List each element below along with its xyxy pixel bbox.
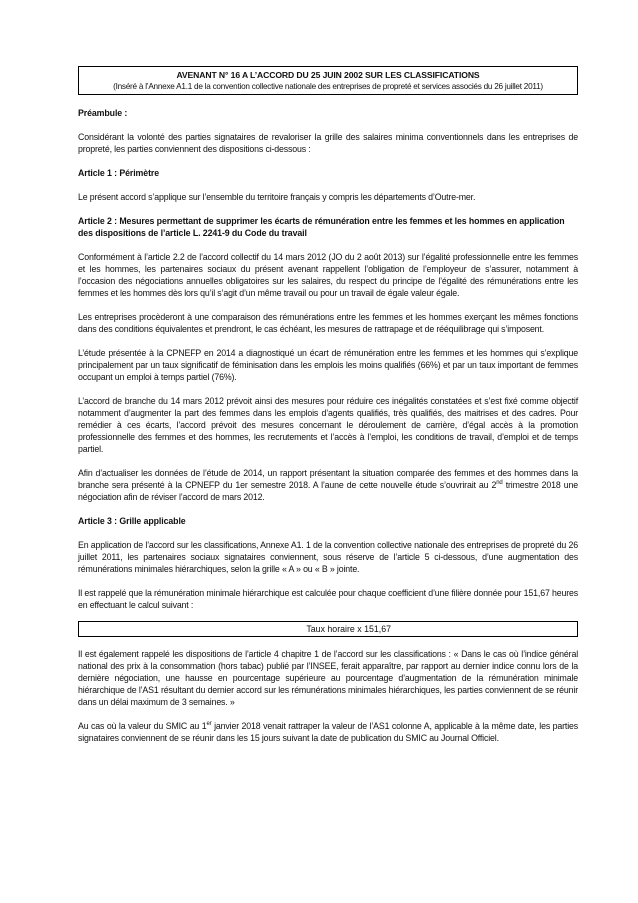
article2-heading: Article 2 : Mesures permettant de supprimer les écarts de rémunération entre les femmes et les hommes en application des dispositions de l’article L. 2241-9 du Code du travail — [78, 216, 565, 238]
article2-paragraph-1: Conformément à l’article 2.2 de l’accord collectif du 14 mars 2012 (JO du 2 août 2013) sur l’égalité professionnelle entre les femmes et les hommes, les partenaires sociaux du présent avenant rappellent l’obligation de l’employeur de s’assurer, notamment à l’occasion des négociations annuelles obligatoires sur les salaires, du respect du principe de l’égalité des rémunérations entre les femmes et les hommes dès lors qu’il s’agit d’un même travail ou pour un travail de égale valeur égale. — [78, 252, 578, 298]
article1-text: Le présent accord s’applique sur l’ensemble du territoire français y compris les départements d’Outre-mer. — [78, 192, 476, 202]
article2-paragraph-2: Les entreprises procèderont à une comparaison des rémunérations entre les femmes et les hommes exerçant les mêmes fonctions dans des conditions équivalentes et prendront, le cas échéant, les mesures de rattrapage et de rééquilibrage qui s’imposent. — [78, 312, 578, 334]
preambule-heading: Préambule : — [78, 108, 128, 118]
article2-paragraph-5 — [78, 467, 578, 503]
article3-paragraph-1: En application de l’accord sur les classifications, Annexe A1. 1 de la convention collective nationale des entreprises de propreté du 26 juillet 2011, les partenaires sociaux signataires conviennent, sous réserve de l’article 5 ci-dessous, d’une augmentation des rémunérations minimales hiérarchiques, selon la grille « A » ou « B » jointe. — [78, 540, 578, 574]
article1-heading: Article 1 : Périmètre — [78, 168, 160, 178]
article3-paragraph-4-part-b: janvier 2018 venait rattraper la valeur de l’AS1 colonne A, applicable à la même date, les parties signataires conviennent de se réunir dans les 15 jours suivant la date de publication du SMIC au Journal Officiel. — [78, 721, 578, 743]
article2-paragraph-4: L’accord de branche du 14 mars 2012 prévoit ainsi des mesures pour réduire ces inégalités constatées et s’est fixé comme objectif notamment d’augmenter la part des femmes dans les emplois d’agents qualifiés, très qualifiés, des maitrises et des cadres. Pour remédier à ces écarts, l’accord prévoit des mesures concernant le déroulement de carrière, d’égal accès à la promotion professionnelle des femmes et des hommes, les recrutements et l’accès à l’emploi, les conditions de travail, d’emploi et de temps partiel. — [78, 396, 578, 454]
preambule-text: Considérant la volonté des parties signataires de revaloriser la grille des salaires minima conventionnels dans les entreprises de propreté, les parties conviennent des dispositions ci-dessous : — [78, 132, 578, 154]
formula-text: Taux horaire x 151,67 — [306, 624, 391, 634]
ordinal-suffix: er — [206, 721, 212, 728]
document-subtitle: (Inséré à l’Annexe A1.1 de la convention collective nationale des entreprises de propreté et services associés du 26 juillet 2011) — [113, 82, 543, 91]
document-title: AVENANT N° 16 A L’ACCORD DU 25 JUIN 2002 SUR LES CLASSIFICATIONS — [176, 70, 480, 80]
article2-paragraph-5-part-a: Afin d’actualiser les données de l’étude de 2014, un rapport présentant la situation comparée des femmes et des hommes dans la branche sera présenté à la CPNEFP du 1er semestre 2018. A l’aune de cette nouvelle étude s’ouvrirait au 2 — [78, 468, 578, 490]
article3-paragraph-2: Il est rappelé que la rémunération minimale hiérarchique est calculée pour chaque coefficient d’une filière donnée pour 151,67 heures en effectuant le calcul suivant : — [78, 588, 578, 610]
article3-paragraph-4 — [78, 720, 578, 744]
article2-paragraph-5-part-b: trimestre 2018 une négociation afin de réviser l’accord de mars 2012. — [78, 480, 578, 502]
article3-heading: Article 3 : Grille applicable — [78, 516, 186, 526]
title-box — [78, 66, 578, 95]
formula-box — [78, 621, 578, 637]
ordinal-suffix: nd — [496, 480, 503, 487]
document-page — [78, 66, 578, 744]
article3-paragraph-4-part-a: Au cas où la valeur du SMIC au 1 — [78, 721, 207, 731]
article2-paragraph-3: L’étude présentée à la CPNEFP en 2014 a diagnostiqué un écart de rémunération entre les femmes et les hommes qui s’explique principalement par un taux significatif de féminisation dans les emplois les moins qualifiés (66%) et par un taux important de femmes occupant un emploi à temps partiel (76%). — [78, 348, 578, 382]
article3-paragraph-3: Il est également rappelé les dispositions de l’article 4 chapitre 1 de l’accord sur les classifications : « Dans le cas où l’indice général national des prix à la consommation (hors tabac) publié par l’INSEE, ferait apparaître, par rapport au dernier indice connu lors de la dernière négociation, une hausse en pourcentage supérieure au pourcentage d’augmentation de la rémunération minimale hiérarchique de l’AS1 résultant du dernier accord sur les rémunérations minimales hiérarchiques, les parties conviennent de se réunir dans un délai maximum de 3 semaines. » — [78, 649, 578, 707]
